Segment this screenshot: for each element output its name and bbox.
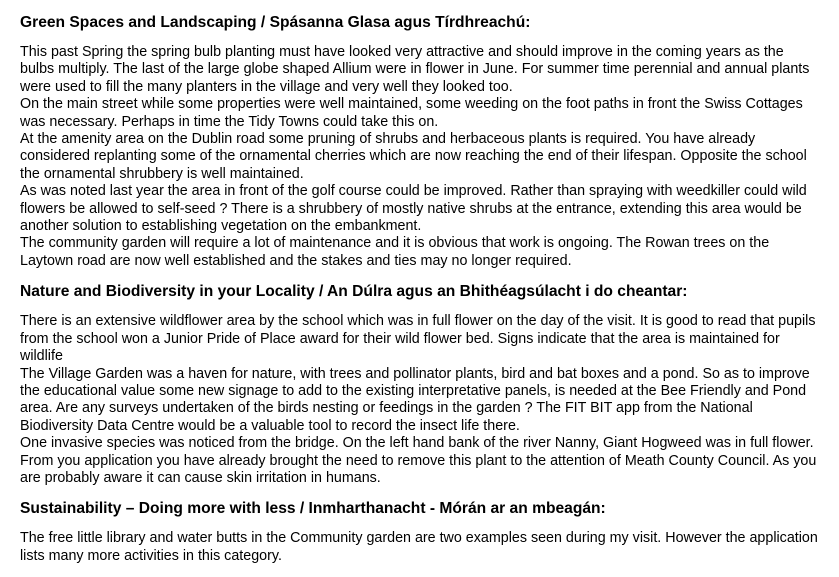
- paragraph-library-water-butts: The free little library and water butts in the Community garden are two examples seen during my visit. However the application lists many more activities in this category.: [20, 530, 818, 564]
- document-page: [20, 13, 820, 565]
- section-heading-nature-biodiversity: Nature and Biodiversity in your Locality / An Dúlra agus an Bhithéagsúlacht i do cheantar:: [20, 283, 688, 301]
- paragraph-spring-bulbs: This past Spring the spring bulb planting must have looked very attractive and should improve in the coming years as the bulbs multiply. The last of the large globe shaped Allium were in flower in June. For summer time perennial and annual plants were used to fill the many planters in the village and very well they looked too.: [20, 44, 810, 95]
- section-heading-sustainability: Sustainability – Doing more with less / Inmharthanacht - Mórán ar an mbeagán:: [20, 500, 606, 518]
- section-body-sustainability: [20, 530, 820, 565]
- paragraph-main-street: On the main street while some properties were well maintained, some weeding on the foot paths in front the Swiss Cottages was necessary. Perhaps in time the Tidy Towns could take this on.: [20, 96, 803, 130]
- paragraph-amenity-area: At the amenity area on the Dublin road some pruning of shrubs and herbaceous plants is required. You have already considered replanting some of the ornamental cherries which are now reaching the end of their lifespan. Opposite the school the ornamental shrubbery is well maintained.: [20, 131, 807, 182]
- paragraph-village-garden: The Village Garden was a haven for nature, with trees and pollinator plants, bird and bat boxes and a pond. So as to improve the educational value some new signage to add to the existing interpretative panels, is needed at the Bee Friendly and Pond area. Are any surveys undertaken of the birds nesting or feedings in the garden ? The FIT BIT app from the National Biodiversity Data Centre would be a valuable tool to record the insect life there.: [20, 365, 810, 434]
- section-heading-green-spaces: Green Spaces and Landscaping / Spásanna Glasa agus Tírdhreachú:: [20, 14, 531, 31]
- section-body-green-spaces: [20, 44, 820, 270]
- paragraph-invasive-species: One invasive species was noticed from the bridge. On the left hand bank of the river Nanny, Giant Hogweed was in full flower. From you application you have already brought the need to remove this plant to the attention of Meath County Council. As you are probably aware it can cause skin irritation in humans.: [20, 435, 817, 486]
- paragraph-community-garden: The community garden will require a lot of maintenance and it is obvious that work is ongoing. The Rowan trees on the Laytown road are now well established and the stakes and ties may no longer required.: [20, 235, 770, 269]
- section-body-nature-biodiversity: [20, 313, 820, 487]
- paragraph-wildflower-area: There is an extensive wildflower area by the school which was in full flower on the day of the visit. It is good to read that pupils from the school won a Junior Pride of Place award for their wild flower bed. Signs indicate that the area is maintained for wildlife: [20, 313, 816, 365]
- paragraph-golf-course: As was noted last year the area in front of the golf course could be improved. Rather than spraying with weedkiller could wild flowers be allowed to self-seed ? There is a shrubbery of mostly native shrubs at the entrance, extending this area would be another solution to establishing vegetation on the embankment.: [20, 183, 807, 235]
